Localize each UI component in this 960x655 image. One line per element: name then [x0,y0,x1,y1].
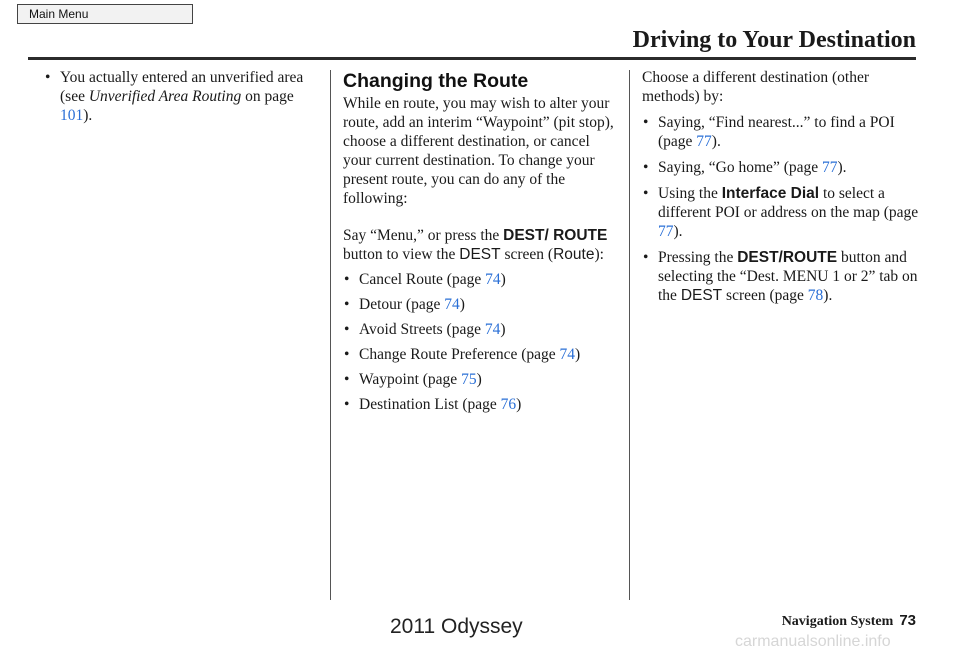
page-link[interactable]: 78 [807,287,824,304]
interface-dial-label: Interface Dial [721,185,820,202]
column-divider-right [629,70,630,600]
list-item: • Cancel Route (page 74) [343,270,621,289]
page-link[interactable]: 75 [461,371,477,388]
page-title: Driving to Your Destination [632,27,916,53]
column-right [642,68,924,312]
page-link[interactable]: 74 [484,321,501,338]
page-link[interactable]: 74 [444,296,460,313]
page-link[interactable]: 77 [658,223,674,240]
page-link[interactable]: 77 [822,159,838,176]
page-number: 73 [899,612,916,629]
title-rule [28,57,916,60]
footer-model: 2011 Odyssey [390,615,523,638]
list-item: • Pressing the DEST/ROUTE button and selecting the “Dest. MENU 1 or 2” tab on the DEST screen (page 78). [642,248,924,305]
dest-route-button-label: DEST/ ROUTE [503,227,608,244]
main-menu-button[interactable]: Main Menu [17,4,193,24]
page-link[interactable]: 76 [500,396,517,413]
list-item: • Saying, “Go home” (page 77). [642,158,924,177]
list-item: • Waypoint (page 75) [343,370,621,389]
section-heading: Changing the Route [343,70,529,92]
dest-route-button-label: DEST/ROUTE [737,249,838,266]
list-item: • Detour (page 74) [343,295,621,314]
watermark: carmanualsonline.info [735,633,891,650]
footer-section: Navigation System [781,614,894,629]
page-link[interactable]: 74 [485,271,501,288]
page-link[interactable]: 101 [60,107,84,124]
list-item: • Change Route Preference (page 74) [343,345,621,364]
list-item: • Saying, “Find nearest...” to find a POI (page 77). [642,113,924,151]
list-item: • Using the Interface Dial to select a different POI or address on the map (page 77). [642,184,924,241]
column-middle [343,68,621,420]
page-link[interactable]: 74 [559,346,576,363]
intro-paragraph: Choose a different destination (other methods) by: [642,69,869,105]
column-divider-left [330,70,331,600]
list-item: • Destination List (page 76) [343,395,621,414]
instruction-paragraph: Say “Menu,” or press the DEST/ ROUTE button to view the DEST screen (Route): [343,227,608,263]
list-item: • Avoid Streets (page 74) [343,320,621,339]
column-left [44,68,322,132]
footer-page-info [782,612,916,630]
page-link[interactable]: 77 [696,133,712,150]
list-item: • You actually entered an unverified area (see Unverified Area Routing on page 101). [44,68,322,125]
intro-paragraph: While en route, you may wish to alter your route, add an interim “Waypoint” (pit stop), choose a different destination, or cancel your current destination. To change your present route, you can do any of the following: [343,95,614,207]
